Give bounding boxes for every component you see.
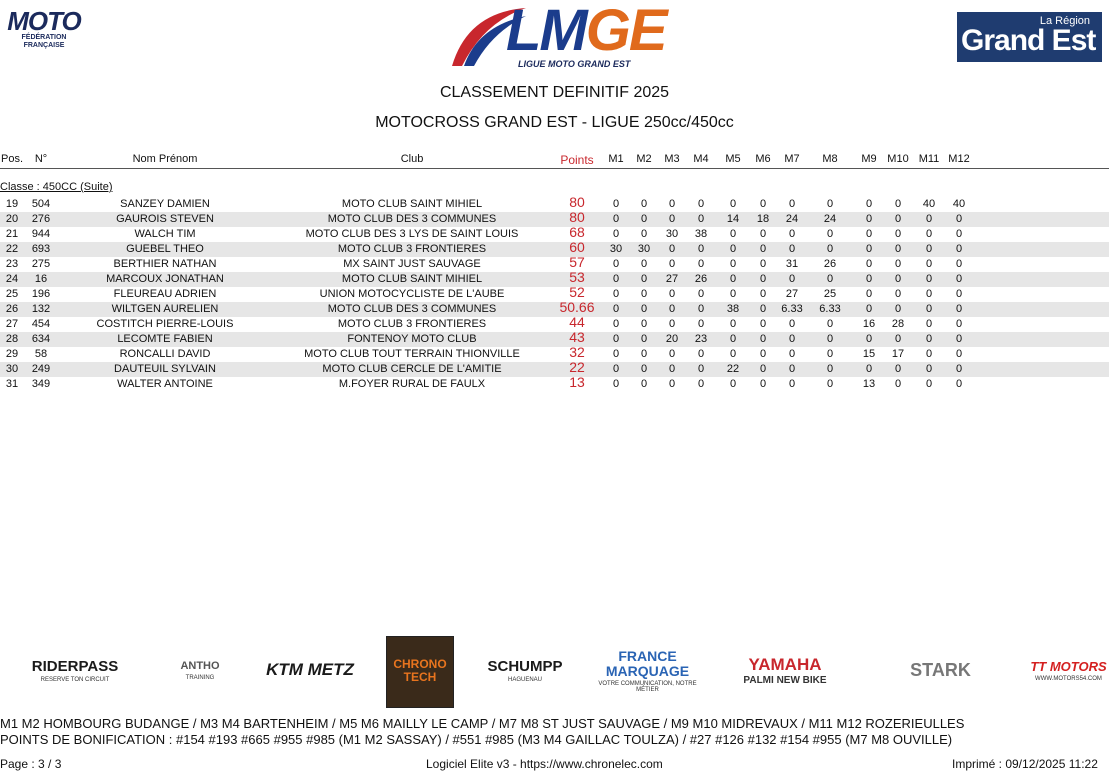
- column-header-1: N°: [34, 153, 48, 165]
- table-cell: 0: [612, 258, 620, 270]
- table-cell: 15: [862, 348, 876, 360]
- table-cell: 0: [788, 363, 796, 375]
- table-row: [0, 224, 1109, 242]
- table-cell: MOTO CLUB DES 3 COMMUNES: [327, 213, 497, 225]
- table-cell: 52: [569, 284, 585, 300]
- table-cell: 0: [894, 378, 902, 390]
- table-cell: 0: [759, 258, 767, 270]
- table-cell: 634: [31, 333, 51, 345]
- table-cell: 0: [955, 273, 963, 285]
- table-cell: 0: [925, 243, 933, 255]
- table-cell: 0: [668, 303, 676, 315]
- table-cell: 0: [955, 258, 963, 270]
- region-grand-est-logo: [957, 12, 1102, 62]
- table-cell: 249: [31, 363, 51, 375]
- footer-bonus-line: POINTS DE BONIFICATION : #154 #193 #665 #955 #985 (M1 M2 SASSAY) / #551 #985 (M3 M4 GAILLAC TOULZA) / #27 #126 #132 #154 #955 (M7 M8 OUVILLE): [0, 732, 953, 747]
- table-cell: 0: [640, 198, 648, 210]
- table-cell: 27: [785, 288, 799, 300]
- table-cell: 0: [612, 363, 620, 375]
- region-logo-line2: Grand Est: [961, 24, 1096, 57]
- table-cell: 0: [788, 228, 796, 240]
- table-cell: 0: [925, 273, 933, 285]
- table-cell: 0: [826, 198, 834, 210]
- footer-printed-date: Imprimé : 09/12/2025 11:22: [952, 757, 1098, 771]
- ffm-logo-line2: FÉDÉRATION: [21, 34, 67, 41]
- table-cell: 349: [31, 378, 51, 390]
- table-cell: 0: [759, 228, 767, 240]
- table-cell: 44: [569, 314, 585, 330]
- table-cell: 0: [729, 228, 737, 240]
- ffm-logo-text: MOTO: [7, 6, 81, 36]
- table-cell: MOTO CLUB SAINT MIHIEL: [341, 198, 483, 210]
- table-cell: 0: [729, 198, 737, 210]
- table-cell: 0: [788, 378, 796, 390]
- table-cell: 27: [5, 318, 19, 330]
- column-header-8: M4: [693, 153, 709, 165]
- table-cell: 40: [952, 198, 966, 210]
- table-cell: 25: [5, 288, 19, 300]
- table-cell: 0: [955, 333, 963, 345]
- table-cell: 0: [729, 258, 737, 270]
- table-cell: 18: [756, 213, 770, 225]
- table-cell: WILTGEN AURELIEN: [111, 303, 219, 315]
- table-cell: 53: [569, 269, 585, 285]
- table-cell: 0: [729, 243, 737, 255]
- table-cell: 27: [665, 273, 679, 285]
- page-title: CLASSEMENT DEFINITIF 2025: [439, 84, 670, 101]
- table-cell: MOTO CLUB 3 FRONTIERES: [337, 318, 487, 330]
- table-cell: 0: [640, 288, 648, 300]
- table-cell: 0: [894, 333, 902, 345]
- table-cell: 0: [612, 273, 620, 285]
- table-cell: 22: [5, 243, 19, 255]
- lmge-logo: [448, 0, 666, 74]
- table-row: [0, 194, 1109, 212]
- table-cell: 0: [640, 303, 648, 315]
- table-cell: 0: [925, 348, 933, 360]
- table-cell: 57: [569, 254, 585, 270]
- table-cell: 0: [640, 273, 648, 285]
- column-header-14: M10: [887, 153, 909, 165]
- table-cell: 0: [759, 273, 767, 285]
- table-cell: 0: [894, 258, 902, 270]
- table-row: [0, 314, 1109, 332]
- table-cell: 0: [894, 273, 902, 285]
- table-cell: 0: [955, 318, 963, 330]
- table-cell: 6.33: [819, 303, 841, 315]
- table-cell: WALCH TIM: [134, 228, 196, 240]
- table-cell: 0: [759, 198, 767, 210]
- region-logo-line1: La Région: [1039, 15, 1090, 27]
- table-cell: 0: [826, 318, 834, 330]
- table-cell: 0: [759, 243, 767, 255]
- table-row: [0, 239, 1109, 257]
- table-cell: 0: [759, 288, 767, 300]
- table-cell: 0: [826, 363, 834, 375]
- table-cell: 0: [640, 213, 648, 225]
- column-header-0: Pos.: [0, 153, 23, 165]
- table-row: [0, 374, 1109, 392]
- table-cell: 0: [865, 288, 873, 300]
- table-cell: 0: [729, 333, 737, 345]
- sponsor-logo: [480, 636, 570, 706]
- sponsor-logo: [878, 636, 1003, 706]
- table-cell: 0: [668, 348, 676, 360]
- table-cell: 22: [726, 363, 740, 375]
- table-cell: 38: [694, 228, 708, 240]
- table-cell: 0: [612, 303, 620, 315]
- column-header-15: M11: [918, 153, 940, 165]
- table-cell: 0: [826, 243, 834, 255]
- column-header-16: M12: [948, 153, 970, 165]
- table-cell: 0: [788, 318, 796, 330]
- table-cell: 0: [612, 333, 620, 345]
- table-header: [0, 152, 1109, 169]
- table-cell: 0: [729, 273, 737, 285]
- table-cell: 0: [612, 228, 620, 240]
- table-cell: 14: [726, 213, 740, 225]
- lmge-logo-text: LMGE: [506, 0, 666, 63]
- table-cell: 0: [668, 198, 676, 210]
- table-row: [0, 299, 1109, 317]
- sponsor-name: CHRONO TECH: [393, 657, 447, 684]
- table-cell: 0: [925, 228, 933, 240]
- table-cell: FONTENOY MOTO CLUB: [347, 333, 477, 345]
- table-cell: 0: [894, 213, 902, 225]
- table-cell: 38: [726, 303, 740, 315]
- table-cell: 31: [785, 258, 799, 270]
- table-cell: 0: [955, 288, 963, 300]
- table-cell: 0: [640, 333, 648, 345]
- sponsor-logo: [10, 636, 140, 706]
- sponsor-logo: [386, 636, 454, 708]
- table-cell: M.FOYER RURAL DE FAULX: [338, 378, 486, 390]
- table-cell: 0: [729, 318, 737, 330]
- sponsor-logo: [590, 636, 705, 706]
- table-cell: 0: [759, 378, 767, 390]
- table-cell: 0: [697, 258, 705, 270]
- table-cell: LECOMTE FABIEN: [117, 333, 213, 345]
- sponsor-logo: [160, 636, 240, 706]
- sponsor-name: SCHUMPP: [487, 658, 563, 676]
- table-cell: 0: [925, 378, 933, 390]
- table-cell: 19: [5, 198, 19, 210]
- table-cell: 0: [788, 198, 796, 210]
- table-cell: 693: [31, 243, 51, 255]
- table-cell: MOTO CLUB DES 3 LYS DE SAINT LOUIS: [305, 228, 519, 240]
- table-cell: 0: [865, 273, 873, 285]
- sponsor-name: TT MOTORS: [1030, 659, 1107, 675]
- table-cell: 0: [668, 318, 676, 330]
- table-cell: 16: [862, 318, 876, 330]
- table-cell: 0: [697, 243, 705, 255]
- table-cell: 0: [894, 198, 902, 210]
- table-cell: 0: [865, 303, 873, 315]
- table-row: [0, 344, 1109, 362]
- table-cell: 132: [31, 303, 51, 315]
- table-cell: 0: [729, 288, 737, 300]
- table-cell: 0: [729, 348, 737, 360]
- table-cell: 40: [922, 198, 936, 210]
- table-row: [0, 209, 1109, 227]
- table-cell: 0: [697, 348, 705, 360]
- sponsor-subtitle: WWW.MOTORS54.COM: [1035, 675, 1102, 682]
- table-cell: 13: [569, 374, 585, 390]
- table-cell: 13: [862, 378, 876, 390]
- table-cell: 0: [697, 213, 705, 225]
- table-cell: 31: [5, 378, 19, 390]
- column-header-13: M9: [861, 153, 877, 165]
- table-cell: 0: [955, 348, 963, 360]
- sponsor-logo: [1028, 636, 1109, 706]
- table-cell: MARCOUX JONATHAN: [106, 273, 224, 285]
- sponsor-subtitle: VOTRE COMMUNICATION, NOTRE MÉTIER: [598, 680, 697, 693]
- sponsor-subtitle: PALMI NEW BIKE: [743, 675, 827, 687]
- table-cell: 0: [955, 213, 963, 225]
- sponsor-logo: [730, 636, 840, 706]
- table-cell: GAUROIS STEVEN: [116, 213, 214, 225]
- table-cell: 0: [955, 378, 963, 390]
- table-cell: DAUTEUIL SYLVAIN: [114, 363, 216, 375]
- table-cell: MOTO CLUB 3 FRONTIERES: [337, 243, 487, 255]
- table-cell: 276: [31, 213, 51, 225]
- table-cell: 0: [697, 378, 705, 390]
- sponsor-name: FRANCE MARQUAGE: [605, 648, 690, 679]
- footer-rounds-line: M1 M2 HOMBOURG BUDANGE / M3 M4 BARTENHEIM / M5 M6 MAILLY LE CAMP / M7 M8 ST JUST SAUVAGE / M9 M10 MIDREVAUX / M11 M12 ROZERIEULLES: [0, 716, 965, 731]
- table-row: [0, 254, 1109, 272]
- table-cell: 0: [894, 303, 902, 315]
- column-header-3: Club: [400, 153, 424, 165]
- table-cell: 0: [668, 378, 676, 390]
- sponsor-subtitle: HAGUENAU: [507, 676, 542, 683]
- table-cell: 22: [569, 359, 585, 375]
- table-cell: 944: [31, 228, 51, 240]
- table-cell: 30: [637, 243, 651, 255]
- ffm-logo-line3: FRANÇAISE: [23, 42, 65, 49]
- table-cell: 24: [823, 213, 837, 225]
- table-cell: UNION MOTOCYCLISTE DE L'AUBE: [319, 288, 505, 300]
- table-cell: 0: [865, 198, 873, 210]
- class-label: Classe : 450CC (Suite): [0, 181, 113, 193]
- table-cell: 0: [925, 213, 933, 225]
- table-cell: 0: [788, 348, 796, 360]
- table-cell: 28: [891, 318, 905, 330]
- table-cell: RONCALLI DAVID: [119, 348, 211, 360]
- table-cell: 0: [668, 363, 676, 375]
- table-cell: 0: [955, 243, 963, 255]
- table-cell: 0: [894, 228, 902, 240]
- table-cell: 26: [5, 303, 19, 315]
- table-cell: 60: [569, 239, 585, 255]
- sponsor-subtitle: TRAINING: [185, 674, 215, 681]
- sponsor-name: RIDERPASS: [31, 658, 119, 676]
- table-cell: 32: [569, 344, 585, 360]
- table-cell: 0: [668, 243, 676, 255]
- table-cell: 0: [826, 333, 834, 345]
- table-cell: SANZEY DAMIEN: [120, 198, 210, 210]
- lmge-logo-subtext: LIGUE MOTO GRAND EST: [518, 59, 631, 69]
- table-cell: 275: [31, 258, 51, 270]
- table-cell: 0: [955, 228, 963, 240]
- table-cell: 0: [612, 348, 620, 360]
- table-cell: 25: [823, 288, 837, 300]
- table-cell: WALTER ANTOINE: [117, 378, 213, 390]
- sponsor-name: ANTHO: [180, 660, 220, 673]
- table-cell: 0: [729, 378, 737, 390]
- table-row: [0, 359, 1109, 377]
- table-cell: 68: [569, 224, 585, 240]
- table-cell: 26: [694, 273, 708, 285]
- table-cell: 0: [788, 333, 796, 345]
- table-cell: 0: [955, 363, 963, 375]
- table-cell: 0: [640, 378, 648, 390]
- table-cell: 0: [697, 288, 705, 300]
- table-cell: 20: [5, 213, 19, 225]
- table-cell: 30: [5, 363, 19, 375]
- table-cell: 26: [823, 258, 837, 270]
- table-cell: 0: [826, 273, 834, 285]
- column-header-12: M8: [822, 153, 838, 165]
- table-cell: 0: [865, 363, 873, 375]
- table-cell: 17: [891, 348, 905, 360]
- table-cell: 504: [31, 198, 51, 210]
- table-cell: 0: [640, 228, 648, 240]
- table-cell: 80: [569, 209, 585, 225]
- table-row: [0, 329, 1109, 347]
- table-cell: 0: [759, 318, 767, 330]
- table-cell: 20: [665, 333, 679, 345]
- table-cell: 0: [612, 378, 620, 390]
- table-cell: 0: [697, 363, 705, 375]
- table-cell: 0: [865, 258, 873, 270]
- sponsor-logo: [255, 636, 365, 706]
- table-cell: 29: [5, 348, 19, 360]
- table-cell: 0: [925, 258, 933, 270]
- table-cell: 0: [865, 213, 873, 225]
- table-cell: 0: [612, 318, 620, 330]
- table-cell: 0: [612, 288, 620, 300]
- table-cell: 28: [5, 333, 19, 345]
- footer-software: Logiciel Elite v3 - https://www.chronelec.com: [426, 757, 663, 771]
- table-cell: 0: [925, 288, 933, 300]
- table-cell: 0: [925, 363, 933, 375]
- sponsor-subtitle: RESERVE TON CIRCUIT: [40, 676, 110, 683]
- table-cell: 0: [640, 363, 648, 375]
- table-cell: 0: [865, 243, 873, 255]
- column-header-6: M2: [636, 153, 652, 165]
- table-cell: 0: [925, 303, 933, 315]
- sponsor-name: KTM METZ: [266, 660, 354, 680]
- table-cell: 0: [788, 273, 796, 285]
- table-cell: 0: [668, 213, 676, 225]
- table-cell: 23: [5, 258, 19, 270]
- table-cell: 43: [569, 329, 585, 345]
- column-header-9: M5: [725, 153, 741, 165]
- column-header-11: M7: [784, 153, 800, 165]
- table-cell: 80: [569, 194, 585, 210]
- table-cell: COSTITCH PIERRE-LOUIS: [96, 318, 234, 330]
- table-row: [0, 284, 1109, 302]
- table-cell: 0: [697, 198, 705, 210]
- table-cell: 0: [925, 318, 933, 330]
- table-cell: 196: [31, 288, 51, 300]
- table-cell: 0: [788, 243, 796, 255]
- table-cell: MOTO CLUB TOUT TERRAIN THIONVILLE: [304, 348, 520, 360]
- table-cell: 30: [665, 228, 679, 240]
- table-cell: 24: [785, 213, 799, 225]
- table-cell: 0: [955, 303, 963, 315]
- table-cell: 0: [668, 258, 676, 270]
- table-cell: BERTHIER NATHAN: [113, 258, 217, 270]
- table-cell: 0: [826, 348, 834, 360]
- table-cell: 58: [34, 348, 48, 360]
- table-cell: MOTO CLUB DES 3 COMMUNES: [327, 303, 497, 315]
- table-cell: 0: [697, 318, 705, 330]
- sponsor-name: STARK: [910, 659, 971, 680]
- table-cell: 24: [5, 273, 19, 285]
- table-cell: 0: [612, 213, 620, 225]
- table-cell: 0: [640, 258, 648, 270]
- table-cell: MOTO CLUB CERCLE DE L'AMITIE: [322, 363, 502, 375]
- table-cell: 23: [694, 333, 708, 345]
- table-cell: 0: [865, 228, 873, 240]
- table-row: [0, 269, 1109, 287]
- table-cell: 0: [612, 198, 620, 210]
- table-cell: 0: [894, 288, 902, 300]
- table-cell: 0: [759, 363, 767, 375]
- table-cell: 0: [640, 348, 648, 360]
- column-header-2: Nom Prénom: [132, 153, 198, 165]
- column-header-10: M6: [755, 153, 771, 165]
- sponsor-name: YAMAHA: [748, 654, 822, 674]
- table-cell: 0: [925, 333, 933, 345]
- table-cell: GUEBEL THEO: [126, 243, 204, 255]
- table-cell: 0: [759, 348, 767, 360]
- table-cell: 0: [894, 363, 902, 375]
- table-cell: 0: [865, 333, 873, 345]
- column-header-7: M3: [664, 153, 680, 165]
- table-cell: FLEUREAU ADRIEN: [113, 288, 217, 300]
- table-cell: 0: [697, 303, 705, 315]
- footer-page-number: Page : 3 / 3: [0, 757, 62, 771]
- table-cell: 0: [668, 288, 676, 300]
- sponsor-banner: [0, 636, 1109, 706]
- table-cell: 21: [5, 228, 19, 240]
- table-cell: 454: [31, 318, 51, 330]
- table-cell: 6.33: [781, 303, 803, 315]
- table-cell: 0: [640, 318, 648, 330]
- table-cell: 0: [759, 333, 767, 345]
- table-cell: 16: [34, 273, 48, 285]
- table-cell: MX SAINT JUST SAUVAGE: [343, 258, 481, 270]
- table-cell: 30: [609, 243, 623, 255]
- table-cell: 0: [826, 228, 834, 240]
- ffm-logo: [6, 8, 82, 66]
- page-subtitle: MOTOCROSS GRAND EST - LIGUE 250cc/450cc: [375, 114, 734, 131]
- table-cell: 50.66: [559, 299, 595, 315]
- column-header-5: M1: [608, 153, 624, 165]
- table-cell: 0: [894, 243, 902, 255]
- table-cell: 0: [759, 303, 767, 315]
- column-header-4: Points: [560, 153, 594, 167]
- table-cell: 0: [826, 378, 834, 390]
- table-cell: MOTO CLUB SAINT MIHIEL: [341, 273, 483, 285]
